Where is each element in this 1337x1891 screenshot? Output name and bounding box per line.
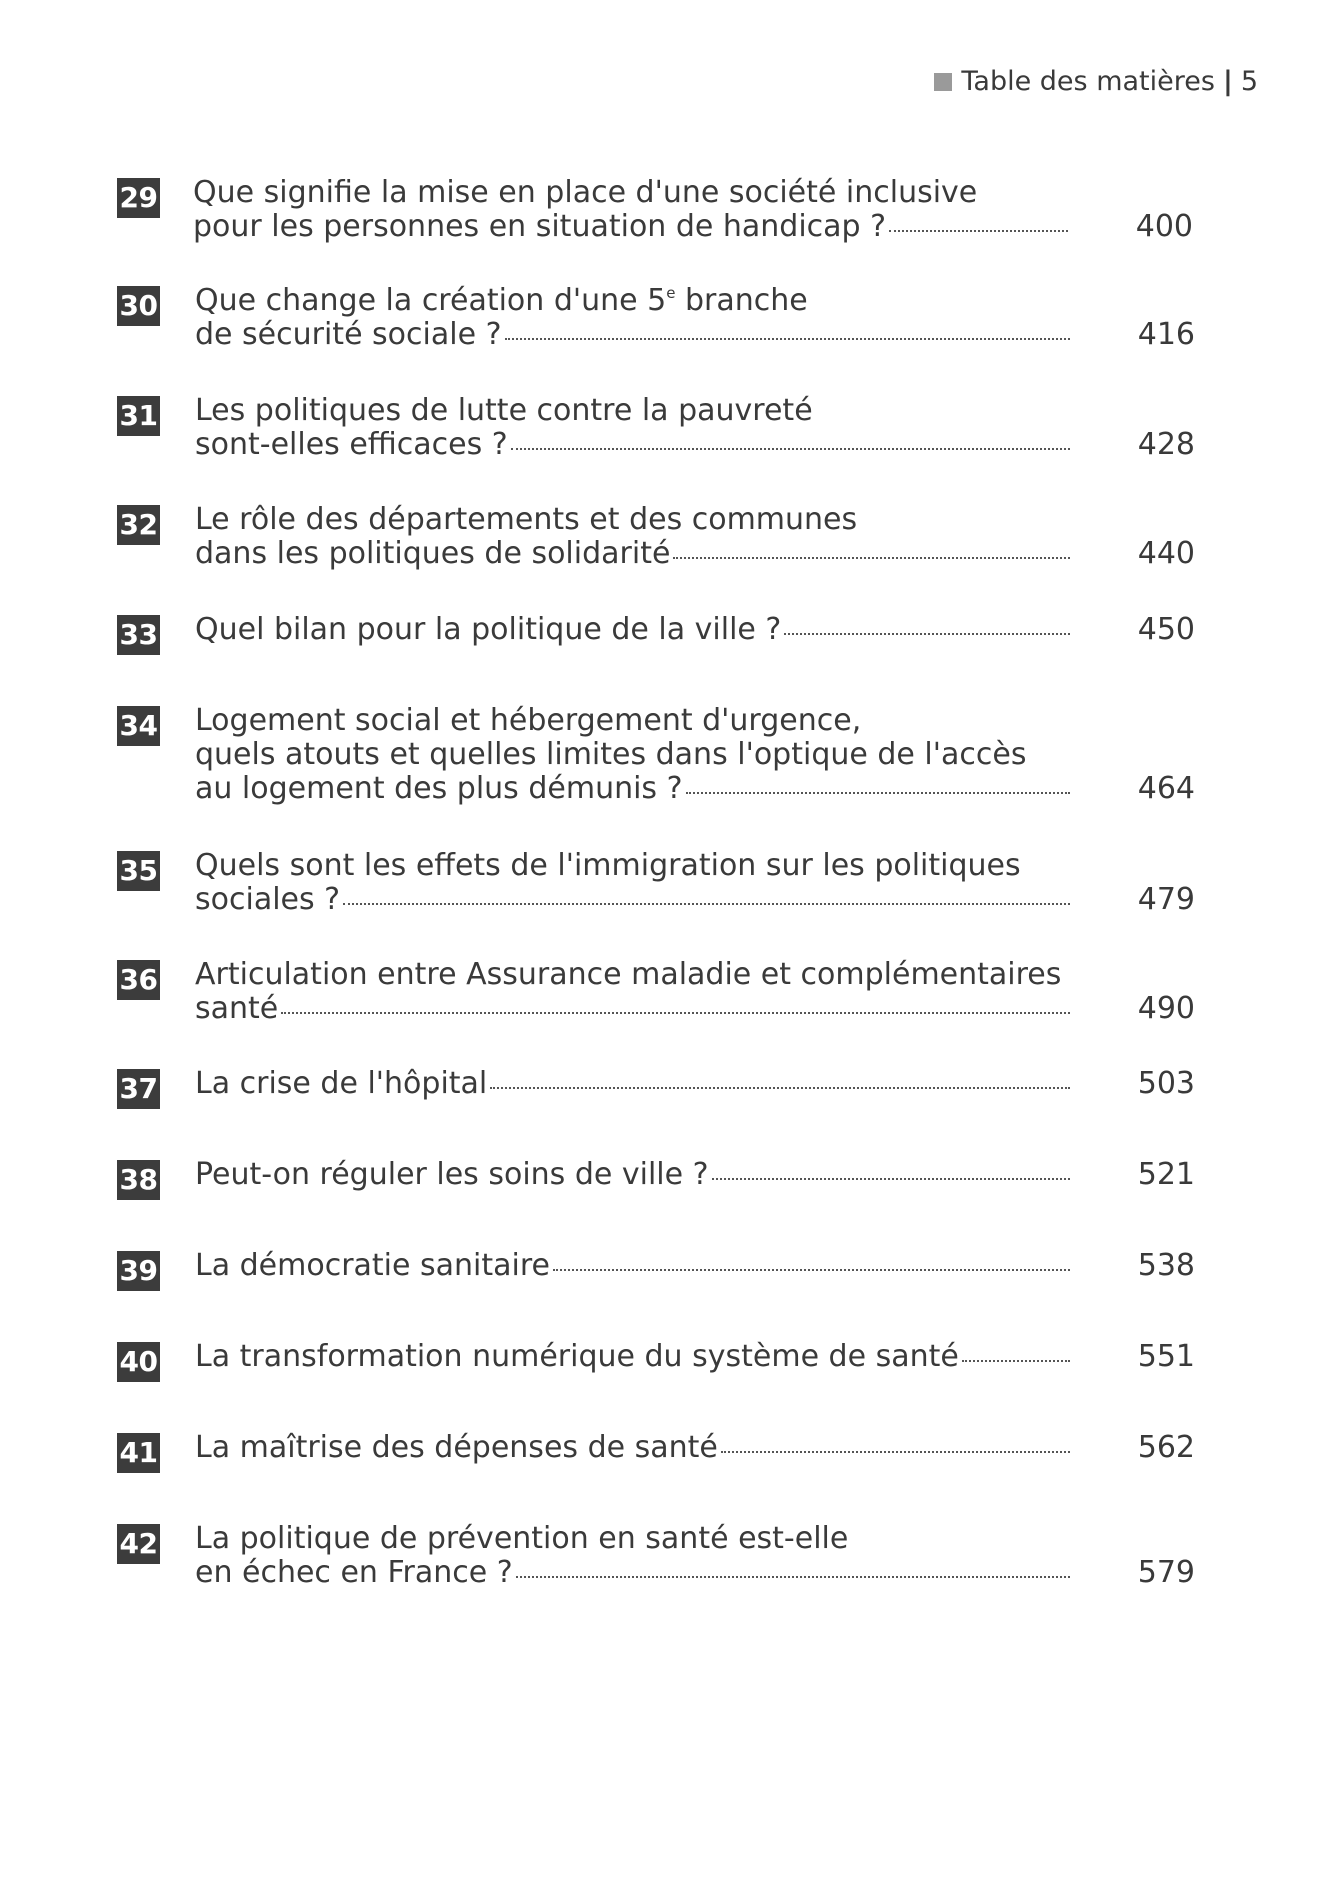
chapter-title [195,1158,1195,1192]
title-last-line [195,428,1195,462]
chapter-title [195,1522,1195,1590]
title-line: de sécurité sociale ? [195,317,502,352]
title-text: branche [675,283,808,318]
title-line: au logement des plus démunis ? [195,771,683,806]
chapter-title [195,958,1195,1026]
header-square-marker [934,73,952,91]
dot-leader [505,338,1070,340]
dot-leader [553,1269,1070,1271]
title-text: Que change la création d'une 5 [195,283,667,318]
title-line [195,284,1195,318]
title-line: Quel bilan pour la politique de la ville ? [195,612,782,647]
title-line: La maîtrise des dépenses de santé [195,1430,718,1465]
header-section-title: Table des matières [961,66,1215,97]
chapter-number-badge: 36 [117,960,160,1000]
title-last-line [195,1158,1195,1192]
chapter-title [195,1067,1195,1101]
title-line: La démocratie sanitaire [195,1248,550,1283]
chapter-title [195,1340,1195,1374]
title-line: Le rôle des départements et des communes [195,502,858,537]
title-last-line [195,1067,1195,1101]
title-last-line [195,1556,1195,1590]
title-line: Quels sont les effets de l'immigration sur les politiques [195,848,1021,883]
title-line: Les politiques de lutte contre la pauvreté [195,393,813,428]
title-last-line [195,613,1195,647]
chapter-number-badge: 40 [117,1342,160,1382]
page-number: 479 [1137,882,1195,917]
chapter-number-badge: 37 [117,1069,160,1109]
title-last-line [195,1340,1195,1374]
dot-leader [889,230,1068,232]
title-last-line [195,772,1195,806]
title-last-line [195,537,1195,571]
chapter-title [195,849,1195,917]
header-separator: | [1222,66,1233,97]
chapter-number-badge: 34 [117,706,160,746]
chapter-number-badge: 42 [117,1524,160,1564]
dot-leader [343,903,1070,905]
dot-leader [516,1576,1070,1578]
page-number: 400 [1135,209,1193,244]
title-line: en échec en France ? [195,1555,513,1590]
title-last-line [195,883,1195,917]
title-line: La transformation numérique du système de santé [195,1339,959,1374]
chapter-title [195,704,1195,806]
chapter-number-badge: 32 [117,505,160,545]
page-number: 562 [1137,1430,1195,1465]
running-header [934,66,1258,97]
chapter-number-badge: 31 [117,396,160,436]
page-number: 579 [1137,1555,1195,1590]
title-line: Peut-on réguler les soins de ville ? [195,1157,709,1192]
page-number: 490 [1137,991,1195,1026]
title-line: sociales ? [195,882,341,917]
page-number: 464 [1137,771,1195,806]
chapter-number-badge: 38 [117,1160,160,1200]
chapter-number-badge: 30 [117,286,160,326]
dot-leader [673,557,1070,559]
chapter-title [195,1249,1195,1283]
chapter-title [195,613,1195,647]
dot-leader [490,1087,1070,1089]
chapter-number-badge: 39 [117,1251,160,1291]
dot-leader [281,1012,1070,1014]
page-number: 428 [1137,427,1195,462]
title-line: santé [195,991,279,1026]
page-number: 450 [1137,612,1195,647]
title-line: quels atouts et quelles limites dans l'optique de l'accès [195,737,1027,772]
dot-leader [712,1178,1070,1180]
title-last-line [195,1249,1195,1283]
title-line: Articulation entre Assurance maladie et complémentaires [195,957,1062,992]
page-number: 551 [1137,1339,1195,1374]
chapter-title [193,176,1193,244]
ordinal-superscript: e [666,284,676,302]
title-line: La politique de prévention en santé est-elle [195,1521,849,1556]
title-line: sont-elles efficaces ? [195,427,508,462]
title-line: pour les personnes en situation de handicap ? [193,209,887,244]
chapter-title [195,394,1195,462]
title-last-line [195,992,1195,1026]
dot-leader [721,1451,1070,1453]
chapter-title [195,1431,1195,1465]
page-number: 440 [1137,536,1195,571]
title-line: dans les politiques de solidarité [195,536,671,571]
title-line: Logement social et hébergement d'urgence, [195,703,862,738]
page-number: 538 [1137,1248,1195,1283]
chapter-number-badge: 29 [117,178,160,218]
chapter-number-badge: 35 [117,851,160,891]
title-line: La crise de l'hôpital [195,1066,488,1101]
title-last-line [193,210,1193,244]
chapter-number-badge: 33 [117,615,160,655]
dot-leader [962,1360,1070,1362]
page-number: 416 [1137,317,1195,352]
chapter-number-badge: 41 [117,1433,160,1473]
header-page-number: 5 [1240,66,1258,97]
chapter-title [195,284,1195,352]
dot-leader [686,792,1070,794]
title-last-line [195,318,1195,352]
page-number: 503 [1137,1066,1195,1101]
page-number: 521 [1137,1157,1195,1192]
dot-leader [784,633,1070,635]
title-line: Que signifie la mise en place d'une société inclusive [193,175,978,210]
chapter-title [195,503,1195,571]
title-last-line [195,1431,1195,1465]
dot-leader [511,448,1070,450]
